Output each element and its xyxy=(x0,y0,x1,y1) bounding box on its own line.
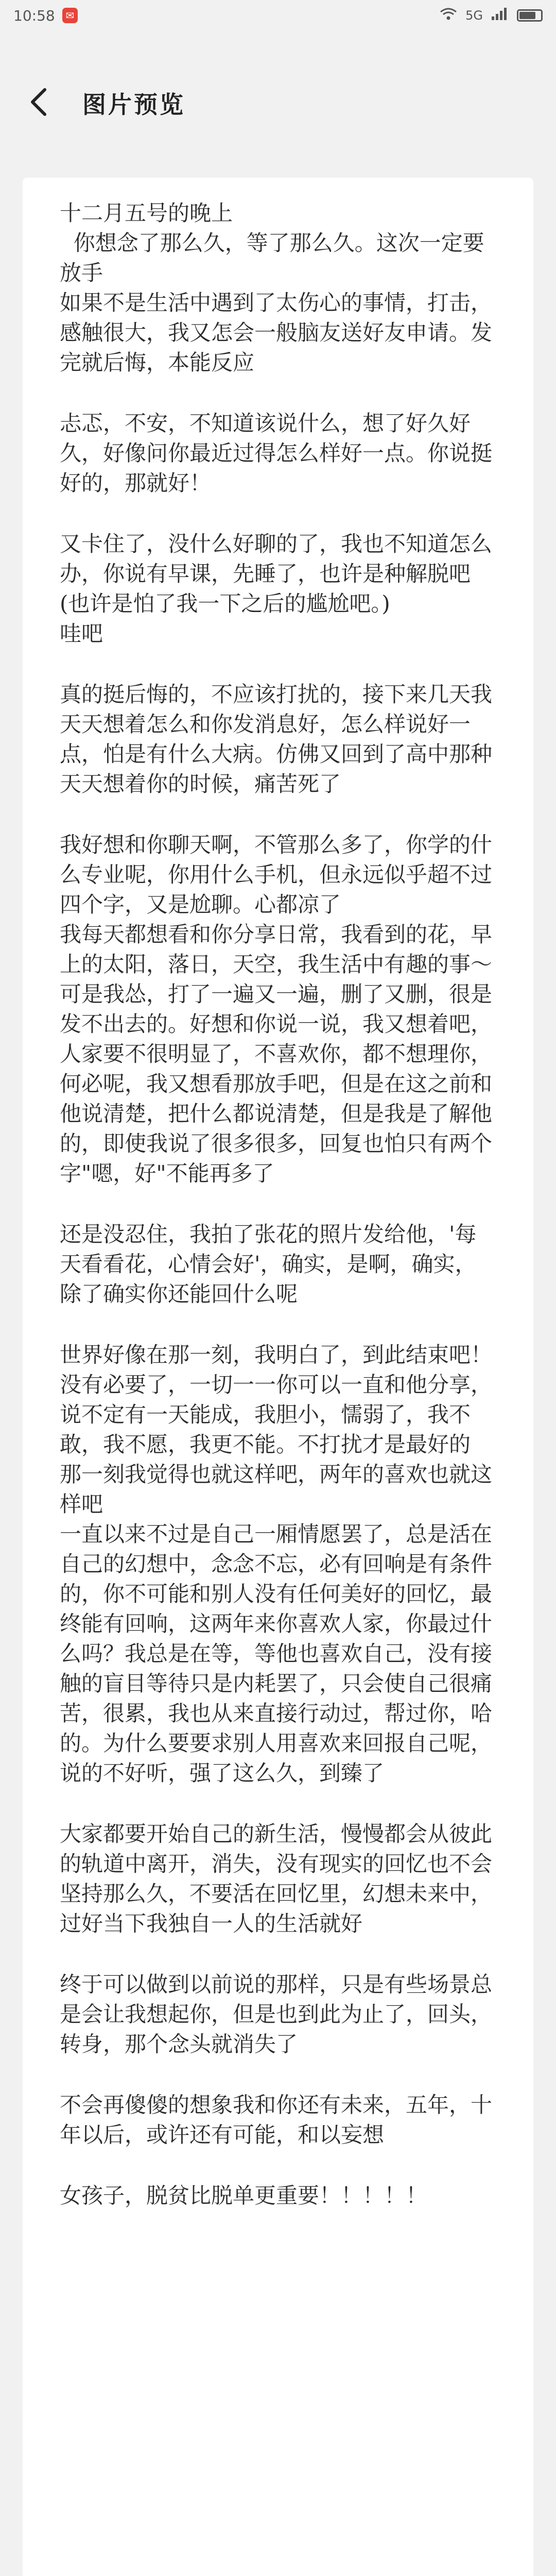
wifi-icon xyxy=(440,7,457,24)
note-paragraph-11: 女孩子，脱贫比脱单更重要！！！！！ xyxy=(60,2183,428,2208)
notification-app-icon: ✉ xyxy=(62,8,78,23)
status-left xyxy=(13,7,78,24)
note-paragraph-3: 又卡住了，没什么好聊的了，我也不知道怎么办，你说有早课，先睡了，也许是种解脱吧(也许是怕了我一下之后的尴尬吧。) 哇吧 xyxy=(60,531,493,646)
note-paragraph-1: 十二月五号的晚上 你想念了那么久，等了那么久。这次一定要放手 如果不是生活中遇到了太伤心的事情，打击，感触很大，我又怎会一般脑友送好友申请。发完就后悔，本能反应 xyxy=(60,200,493,375)
note-paragraph-4: 真的挺后悔的，不应该打扰的，接下来几天我天天想着怎么和你发消息好，怎么样说好一点，怕是有什么大病。仿佛又回到了高中那种天天想着你的时候，痛苦死了 xyxy=(60,682,493,796)
battery-icon xyxy=(517,9,543,22)
back-arrow-icon xyxy=(28,87,49,120)
note-paragraph-8: 大家都要开始自己的新生活，慢慢都会从彼此的轨道中离开，消失，没有现实的回忆也不会坚持那么久，不要活在回忆里，幻想未来中，过好当下我独自一人的生活就好 xyxy=(60,1821,493,1936)
network-type-label: 5G xyxy=(465,8,483,23)
note-image xyxy=(23,178,533,2576)
note-paragraph-6: 还是没忍住，我拍了张花的照片发给他，'每天看看花，心情会好'，确实，是啊，确实，除了确实你还能回什么呢 xyxy=(60,1222,477,1307)
note-paragraph-7: 世界好像在那一刻，我明白了，到此结束吧！没有必要了，一切一一你可以一直和他分享，说不定有一天能成，我胆小，懦弱了，我不敢，我不愿，我更不能。不打扰才是最好的 那一刻我觉得也就这样吧，两年的喜欢也就这样吧 一直以来不过是自己一厢情愿罢了，总是活在自己的幻想中，念念不忘，必有回响是有条件的，你不可能和别人没有任何美好的回忆，最终能有回响，这两年来你喜欢人家，你最过什么吗？我总是在等，等他也喜欢自己，没有接触的盲目等待只是内耗罢了，只会使自己很痛苦，很累，我也从来直接行动过，帮过你，哈的。为什么要要求别人用喜欢来回报自己呢，说的不好听，强了这么久，到臻了 xyxy=(60,1342,493,1786)
status-right xyxy=(440,7,543,24)
note-paragraph-9: 终于可以做到以前说的那样，只是有些场景总是会让我想起你，但是也到此为止了，回头，转身，那个念头就消失了 xyxy=(60,1972,493,2057)
page-title: 图片预览 xyxy=(82,91,185,118)
back-button[interactable] xyxy=(10,75,67,131)
status-time: 10:58 xyxy=(13,7,55,24)
status-bar xyxy=(0,0,556,31)
signal-icon xyxy=(491,7,509,24)
note-paragraph-2: 忐忑，不安，不知道该说什么，想了好久好久，好像问你最近过得怎么样好一点。你说挺好的，那就好！ xyxy=(60,411,493,496)
note-paragraph-10: 不会再傻傻的想象我和你还有未来，五年，十年以后，或许还有可能，和以妄想 xyxy=(60,2092,493,2147)
header xyxy=(0,72,556,134)
note-paragraph-5: 我好想和你聊天啊，不管那么多了，你学的什么专业呢，你用什么手机，但永远似乎超不过四个字，又是尬聊。心都凉了 我每天都想看和你分享日常，我看到的花，早上的太阳，落日，天空，我生活中有趣的事～可是我怂，打了一遍又一遍，删了又删，很是发不出去的。好想和你说一说，我又想着吧，人家要不很明显了，不喜欢你，都不想理你，何必呢，我又想看那放手吧，但是在这之前和他说清楚，把什么都说清楚，但是我是了解他的，即使我说了很多很多，回复也怕只有两个字"嗯，好"不能再多了 xyxy=(60,832,493,1186)
